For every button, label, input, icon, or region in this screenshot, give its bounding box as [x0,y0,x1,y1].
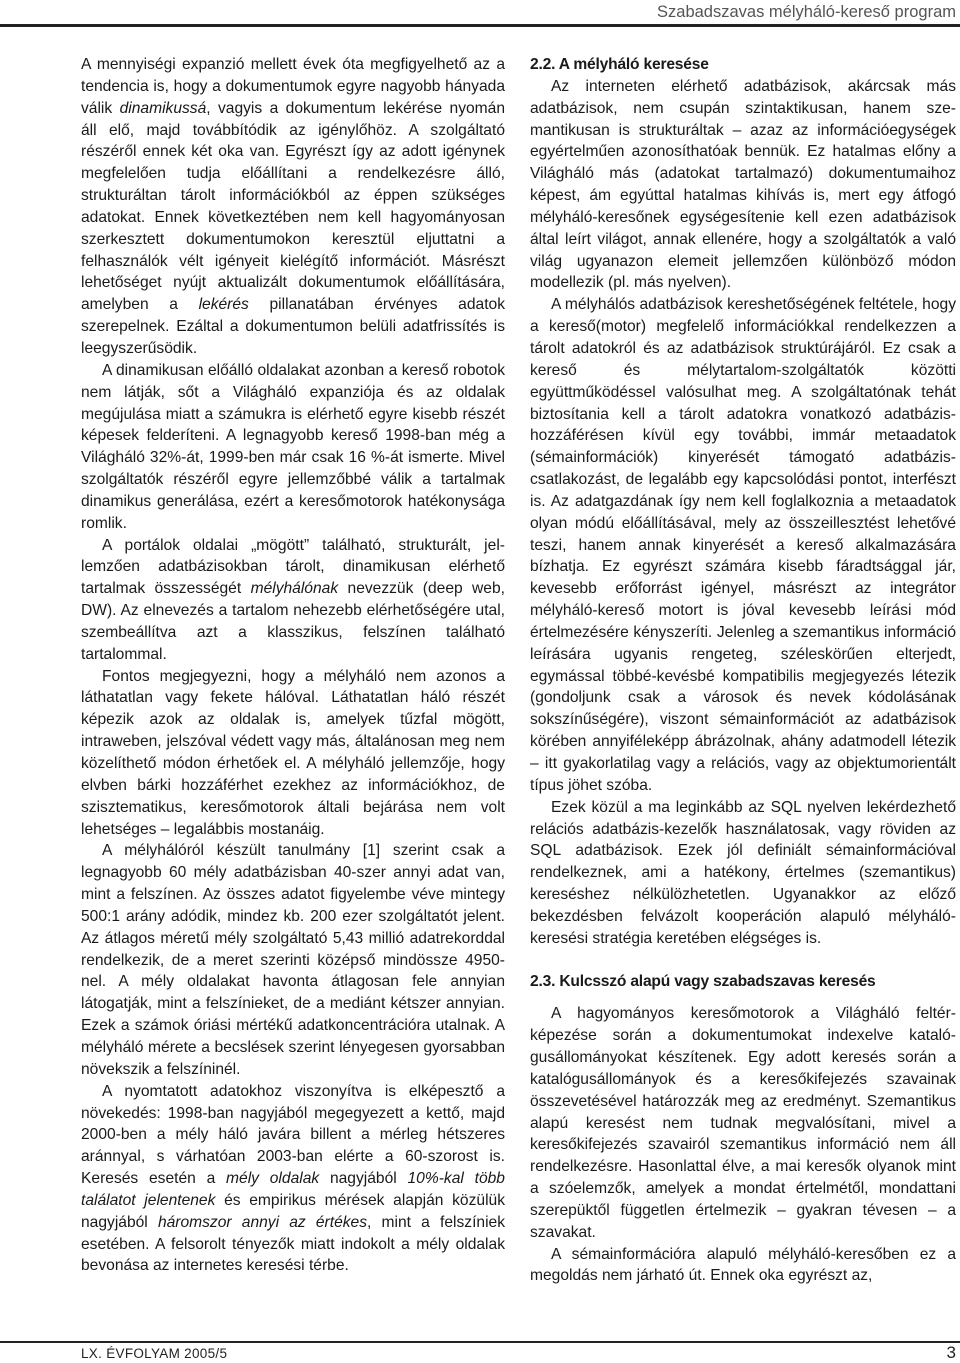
paragraph: A mennyiségi expanzió mellett évek óta megfigyelhető az a tendencia is, hogy a dokumentumok egyre nagyobb hányada válik dinamikussá, vagyis a dokumentum lekérése nyomán áll elő, majd továbbítódik az igénylőhöz. A szolgáltató részéről ennek két oka van. Egyrészt így az adott igénynek megfelelően tudja előállítani a rendelkezésre álló, strukturáltan tárolt információkból az éppen szükséges adatokat. Ennek következtében nem kell hagyományosan szerkesztett dokumentumokon keresztül eljuttatni a felhasználók vélt igényeit kielégítő információt. Másrészt lehetőséget nyújt aktualizált dokumentumok előállítására, amelyben a lekérés pillanatában érvényes adatok szerepelnek. Ezáltal a dokumentumon belüli adatfrissítés is leegyszerűsödik. [81,56,505,357]
paragraph: Ezek közül a ma leginkább az SQL nyelven lekérdezhető relációs adatbázis-kezelők használatosak, vagy röviden az SQL adatbázisok. Ezek jól definiált sémainformációval rendelkeznek, ami a hatékony, értelmes (szemantikus) kereséshez nélkülözhetetlen. Ugyanakkor az előző bekezdésben felvázolt kooperáción alapuló mélyháló-keresési stratégia keretében elégséges is. [530,798,956,947]
paragraph: A hagyományos keresőmotorok a Világháló feltérképezése során a dokumentumokat indexelve katalógusállományokat készítenek. Egy adott keresés során a katalógusállományok és a keresőkifejezés szavainak összevetésével határozzák meg az eredményt. Szemantikus alapú keresést nem tudnak megvalósítani, mivel a keresőkifejezés szavairól szemantikus információ nem áll rendelkezésre. Hasonlattal élve, a mai keresők olyanok mint a szóelemzők, amelyek a mondat értelmétől, mondattani szerepüktől független értelmezik – gyakran tévesen – a szavakat. [530,1005,956,1241]
paragraph: Fontos megjegyezni, hogy a mélyháló nem azonos a láthatatlan vagy fekete hálóval. Láthatatlan háló részét képezik azok az oldalak is, amelyek tűzfal mögött, intraweben, jelszóval védett vagy más, általánosan meg nem közelíthető módon érhetőek el. A mélyháló jellemzője, hogy elvben bárki hozzáférhet ezekhez az információkhoz, de szisztematikus, keresőmotorok általi bejárása nem volt lehetséges – legalábbis mostanáig. [81,667,505,838]
paragraph: Az interneten elérhető adatbázisok, akárcsak más adatbázisok, nem csupán szintaktikusan, hanem szemantikusan is strukturáltak – azaz az információegységek egyértelműen azonosíthatóak bennük. Ez hatalmas előny a Világháló más (adatokat tartalmazó) dokumentumaihoz képest, ám egyúttal hatalmas kihívás is, mert egy átfogó mélyháló-keresőnek egységesítenie kell ezen adatbázisok által leírt világot, annak ellenére, hogy a szolgáltatók a való világ ugyanazon elemeit jellemzően különböző módon modellezik (pl. más nyelven). [530,77,956,292]
paragraph: A portálok oldalai „mögött” található, strukturált, jellemzően adatbázisokban tárolt, dinamikusan elérhető tartalmak összességét mélyhálónak nevezzük (deep web, DW). Az elnevezés a tartalom nehezebb elérhetőségére utal, szembeállítva azt a klasszikus, felszínen található tartalommal. [81,536,505,663]
footer-divider [0,1341,960,1343]
header-divider [0,24,960,27]
section-heading: 2.2. A mélyháló keresése [530,56,709,73]
paragraph: A nyomtatott adatokhoz viszonyítva is elképesztő a növekedés: 1998-ban nagyjából megegyezett a kettő, majd 2000-ben a mély háló javára billent a mérleg hétszeres aránnyal, s várhatóan 2003-ban elérte a 60-szorost is. Keresés esetén a mély oldalak nagyjából 10%-kal több találatot jelentenek és empirikus mérések alapján közülük nagyjából háromszor annyi az értékes, mint a felszíniek esetében. A felsorolt tényezők miatt indokolt a mély oldalak bevonása az internetes keresési térbe. [81,1082,506,1275]
left-column [81,54,505,1277]
journal-issue-label: LX. ÉVFOLYAM 2005/5 [81,1346,228,1361]
paragraph: A dinamikusan előálló oldalakat azonban a kereső robotok nem látják, sőt a Világháló expanziója és az oldalak megújulása miatt a számukra is elérhető egyre kisebb részét képesek felderíteni. A legnagyobb kereső 1998-ban még a Világháló 32%-át, 1999-ben már csak 16 %-át ismerte. Mivel szolgáltatók részéről egyre jellemzőbbé válik a tartalmak dinamikus generálása, ezért a keresőmotorok hatékonysága romlik. [81,361,505,532]
paragraph: A mélyhálós adatbázisok kereshetőségének feltétele, hogy a kereső(motor) megfelelő információkkal rendelkezzen a tárolt adatokról és az adatbázisok struktúrájáról. Ez csak a kereső és mélytartalom-szolgáltatók közötti együttműködéssel valósulhat meg. A szolgáltatónak tehát biztosítania kell a tárolt adatokra vonatkozó adatbázis-hozzáférésen kívül egy további, immár metaadatok (sémainformációk) kinyerését támogató adatbázis-csatlakozást, de legalább egy kapcsolódási pontot, interfészt is. Az adatgazdának így nem kell foglalkoznia a metaadatok olyan módú előállításával, mely az összeillesztést lehetővé teszi, hanem annak kinyerését a kereső alkalmazására bízhatja. Ez egyrészt számára kisebb fáradtsággal jár, kevesebb erőforrást igényel, másrészt az integrátor mélyháló-kereső motort is jóval kevesebb leírási mód értelmezésére kényszeríti. Jelenleg a szemantikus információ leírására ugyanis rengeteg, széleskörűen elterjedt, egymással többé-kevésbé kompatibilis megjegyezés létezik (gondoljunk csak a városok és nevek kódolásának sokszínűségére), viszont sémainformációt az adatbázisok körében annyiféleképp ábrázolnak, ahány adatmodell létezik – itt gyakorlatilag vagy a relációs, vagy az objektumorientált típus jöhet szóba. [530,296,956,794]
page-number: 3 [946,1343,956,1362]
right-column [530,54,956,1287]
paragraph: A mélyhálóról készült tanulmány [1] szerint csak a legnagyobb 60 mély adatbázisban 40-szer annyi adat van, mint a felszínen. Az összes adatot figyelembe véve mintegy 500:1 arány adódik, mindez kb. 200 ezer szolgáltatót jelent. Az átlagos méretű mély szolgáltató 5,43 millió adatrekorddal rendelkezik, de a meret szerinti középső mindössze 4950-nel. A mély oldalakat havonta átlagosan fele annyian látogatják, mint a felszínieket, de a mediánt kétszer annyian. Ezek a számok óriási mértékű adatkoncentrációra utalnak. A mélyháló mérete a becslések szerint lényegesen gyorsabban növekszik a felszíninél. [81,842,505,1078]
section-heading: 2.3. Kulcsszó alapú vagy szabadszavas keresés [530,973,876,991]
paragraph: A sémainformációra alapuló mélyháló-keresőben ez a megoldás nem járható út. Ennek oka egyrészt az, [530,1245,956,1285]
running-header-title: Szabadszavas mélyháló-kereső program [657,3,956,21]
